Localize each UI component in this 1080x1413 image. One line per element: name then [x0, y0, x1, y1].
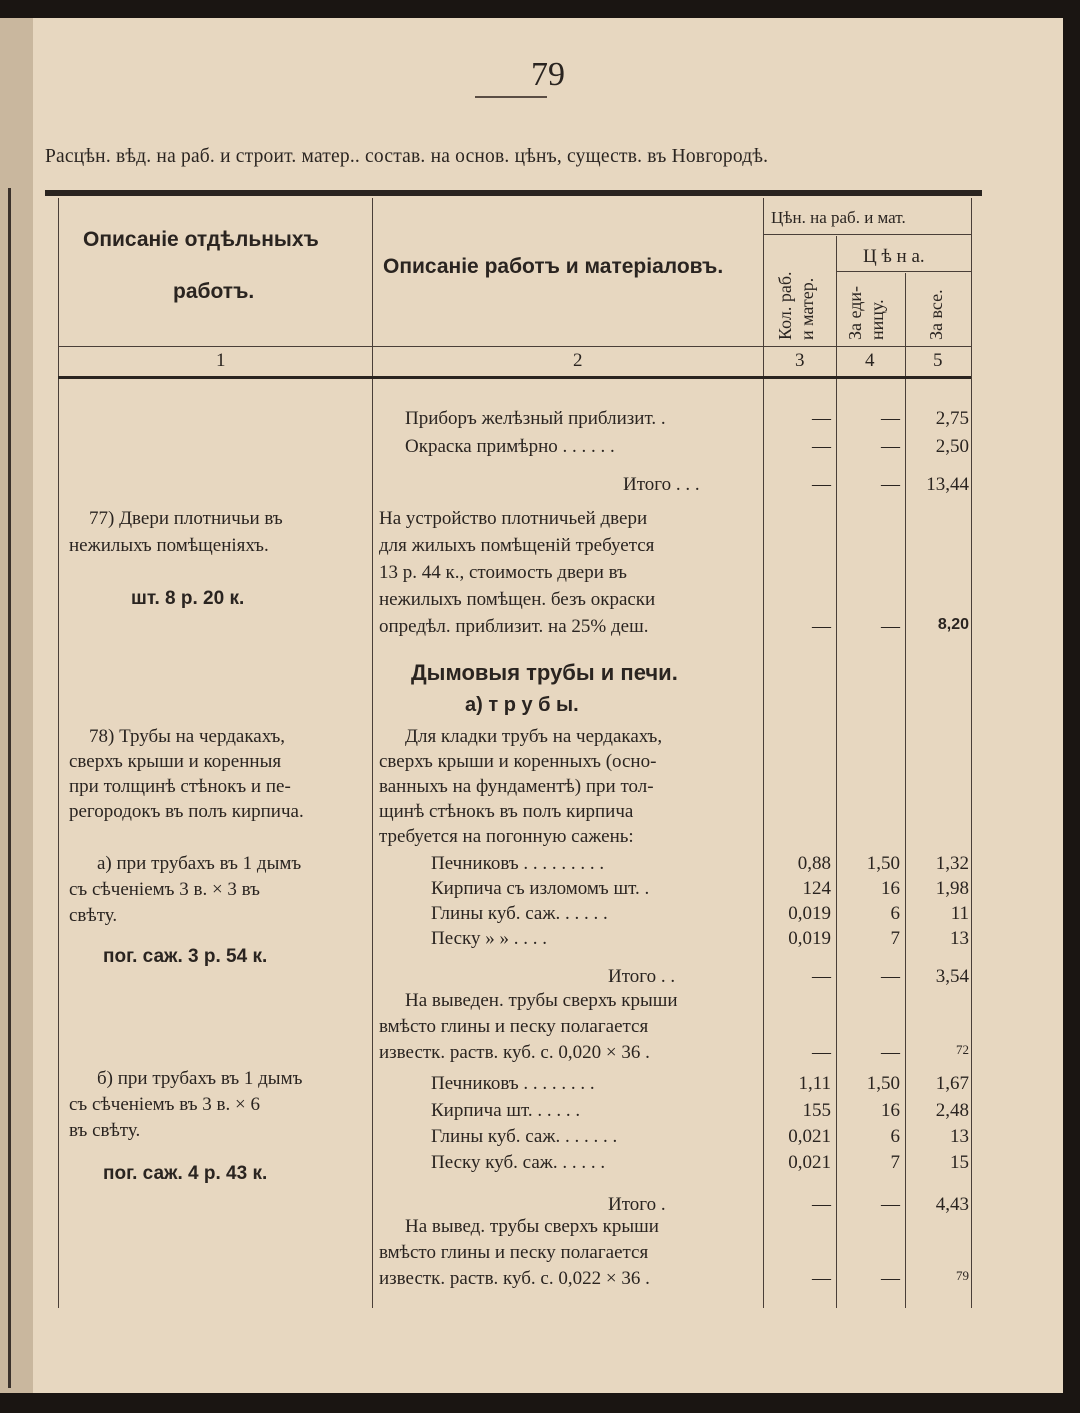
col-rule-1: [372, 198, 373, 1308]
note-78b-line: На вывед. трубы сверхъ крыши: [405, 1216, 659, 1237]
row-78b-stove-text: Печниковъ . . . . . . . .: [431, 1073, 595, 1094]
row-78a-brick-text: Кирпича съ изломомъ шт. .: [431, 878, 650, 899]
desc-78-line: сверхъ крыши и коренныхъ (осно-: [379, 751, 657, 772]
col-number-5: 5: [933, 350, 943, 371]
note-78b-line: известк. раств. куб. с. 0,022 × 36 .: [379, 1268, 650, 1289]
work-78b-line: въ свѣту.: [69, 1120, 141, 1141]
price-rule: [836, 271, 971, 272]
row-total-1-qty: —: [812, 474, 831, 495]
row-77-unit-price: —: [881, 616, 900, 637]
col3-header: Кол. раб.: [775, 271, 795, 340]
row-78b-sand-total: 15: [950, 1152, 969, 1173]
work-77-price: шт. 8 р. 20 к.: [131, 588, 245, 609]
note-78b-line: вмѣсто глины и песку полагается: [379, 1242, 649, 1263]
row-iron-text: Приборъ желѣзный приблизит. .: [405, 408, 666, 429]
row-78b-clay-text: Глины куб. саж. . . . . . .: [431, 1126, 618, 1147]
subsection-title: а) т р у б ы.: [465, 694, 579, 716]
row-78b-clay-unit-price: 6: [890, 1126, 900, 1147]
work-77-line2: нежилыхъ помѣщеніяхъ.: [69, 535, 269, 556]
row-78a-brick-unit-price: 16: [881, 878, 900, 899]
row-78a-clay-qty: 0,019: [788, 903, 831, 924]
section-title: Дымовыя трубы и печи.: [411, 660, 678, 685]
note-78b-total: 79: [956, 1268, 969, 1283]
desc-77-line: нежилыхъ помѣщен. безъ окраски: [379, 589, 656, 610]
row-paint-text: Окраска примѣрно . . . . . .: [405, 436, 615, 457]
work-78a-line: съ сѣченіемъ 3 в. × 3 въ: [69, 879, 260, 900]
row-78a-total-text: Итого . .: [608, 966, 676, 987]
row-iron-qty: —: [812, 408, 831, 429]
row-78a-brick-total: 1,98: [935, 878, 969, 899]
row-paint-unit-price: —: [881, 436, 900, 457]
group-rule: [763, 234, 971, 235]
col-rule-4: [905, 273, 906, 1308]
row-78a-total-total: 3,54: [935, 966, 969, 987]
desc-77-line: для жилыхъ помѣщеній требуется: [379, 535, 655, 556]
col1-header: Описаніе отдѣльныхъ: [83, 228, 319, 251]
work-78b-line: съ сѣченіемъ въ 3 в. × 6: [69, 1094, 260, 1115]
row-78a-total-unit-price: —: [881, 966, 900, 987]
work-78-line: 78) Трубы на чердакахъ,: [89, 726, 286, 747]
work-78a-line: свѣту.: [69, 905, 118, 926]
work-78b-line: б) при трубахъ въ 1 дымъ: [97, 1068, 303, 1089]
note-78b-qty: —: [812, 1268, 831, 1289]
row-78b-total-text: Итого .: [608, 1194, 666, 1215]
row-77-qty: —: [812, 616, 831, 637]
desc-78-line: щинѣ стѣнокъ въ полъ кирпича: [379, 801, 634, 822]
work-78a-price: пог. саж. 3 р. 54 к.: [103, 946, 268, 967]
note-78a-line: На выведен. трубы сверхъ крыши: [405, 990, 678, 1011]
row-78b-brick-unit-price: 16: [881, 1100, 900, 1121]
col2-header: Описаніе работъ и матеріаловъ.: [383, 255, 724, 278]
col3-header-2: и матер.: [797, 277, 817, 340]
row-78b-stove-total: 1,67: [935, 1073, 969, 1094]
desc-78-line: требуется на погонную сажень:: [379, 826, 634, 847]
col1-header-2: работъ.: [173, 280, 255, 303]
row-78b-total-unit-price: —: [881, 1194, 900, 1215]
row-78b-total-total: 4,43: [935, 1194, 969, 1215]
row-paint-total: 2,50: [935, 436, 969, 457]
note-78a-line: вмѣсто глины и песку полагается: [379, 1016, 649, 1037]
row-paint-qty: —: [812, 436, 831, 457]
note-78b-unit-price: —: [881, 1268, 900, 1289]
col-rule-3: [836, 236, 837, 1308]
row-78b-sand-qty: 0,021: [788, 1152, 831, 1173]
col-rule-2: [763, 198, 764, 1308]
work-78b-price: пог. саж. 4 р. 43 к.: [103, 1163, 268, 1184]
row-iron-unit-price: —: [881, 408, 900, 429]
row-iron-total: 2,75: [935, 408, 969, 429]
row-78a-brick-qty: 124: [802, 878, 831, 899]
work-77-line1: 77) Двери плотничьи въ: [89, 508, 283, 529]
row-78a-stove-unit-price: 1,50: [866, 853, 900, 874]
page: [33, 18, 1063, 1393]
row-78b-clay-total: 13: [950, 1126, 969, 1147]
row-78a-sand-total: 13: [950, 928, 969, 949]
col-number-4: 4: [865, 350, 875, 371]
desc-78-line: Для кладки трубъ на чердакахъ,: [405, 726, 663, 747]
note-78a-line: известк. раств. куб. с. 0,020 × 36 .: [379, 1042, 650, 1063]
desc-77-line: опредѣл. приблизит. на 25% деш.: [379, 616, 649, 637]
book-spine: [0, 18, 33, 1393]
row-total-1-total: 13,44: [926, 474, 969, 495]
row-78b-sand-unit-price: 7: [890, 1152, 900, 1173]
work-78-line: сверхъ крыши и коренныя: [69, 751, 282, 772]
row-78a-clay-total: 11: [950, 903, 969, 924]
col5-header: За все.: [926, 289, 946, 340]
row-78a-total-qty: —: [812, 966, 831, 987]
header-rule: [58, 346, 971, 347]
row-78b-clay-qty: 0,021: [788, 1126, 831, 1147]
row-78a-clay-text: Глины куб. саж. . . . . .: [431, 903, 608, 924]
row-78b-brick-total: 2,48: [935, 1100, 969, 1121]
group-header: Цѣн. на раб. и мат.: [771, 208, 906, 227]
work-78a-line: а) при трубахъ въ 1 дымъ: [97, 853, 302, 874]
row-78b-stove-unit-price: 1,50: [866, 1073, 900, 1094]
page-number: 79: [531, 56, 565, 93]
row-78b-brick-text: Кирпича шт. . . . . .: [431, 1100, 581, 1121]
col-number-2: 2: [573, 350, 583, 371]
numbers-rule: [58, 376, 971, 379]
price-header: Ц ѣ н а.: [863, 246, 925, 267]
desc-77-line: На устройство плотничьей двери: [379, 508, 648, 529]
row-78a-sand-text: Песку » » . . . .: [431, 928, 548, 949]
row-78a-stove-qty: 0,88: [797, 853, 831, 874]
note-78a-qty: —: [812, 1042, 831, 1063]
col4-header-2: ницу.: [867, 299, 887, 340]
row-78b-total-qty: —: [812, 1194, 831, 1215]
col-number-3: 3: [795, 350, 805, 371]
note-78a-unit-price: —: [881, 1042, 900, 1063]
row-78a-stove-total: 1,32: [935, 853, 969, 874]
work-78-line: регородокъ въ полъ кирпича.: [69, 801, 304, 822]
col4-header: За еди-: [845, 285, 865, 340]
row-77-total: 8,20: [937, 616, 969, 633]
row-78b-sand-text: Песку куб. саж. . . . . .: [431, 1152, 606, 1173]
row-78a-sand-unit-price: 7: [890, 928, 900, 949]
row-78a-stove-text: Печниковъ . . . . . . . . .: [431, 853, 605, 874]
row-total-1-unit-price: —: [881, 474, 900, 495]
row-78a-clay-unit-price: 6: [890, 903, 900, 924]
note-78a-total: 72: [956, 1042, 969, 1057]
spine-rule: [8, 188, 11, 1388]
row-78a-sand-qty: 0,019: [788, 928, 831, 949]
desc-77-line: 13 р. 44 к., стоимость двери въ: [379, 562, 627, 583]
running-header: Расцѣн. вѣд. на раб. и строит. матер.. состав. на основ. цѣнъ, существ. въ Новгородѣ.: [45, 146, 769, 167]
row-78b-brick-qty: 155: [802, 1100, 831, 1121]
col-number-1: 1: [216, 350, 226, 371]
work-78-line: при толщинѣ стѣнокъ и пе-: [69, 776, 291, 797]
row-78b-stove-qty: 1,11: [798, 1073, 831, 1094]
top-rule: [45, 190, 982, 196]
row-total-1-text: Итого . . .: [623, 474, 700, 495]
desc-78-line: ванныхъ на фундаментѣ) при тол-: [379, 776, 654, 797]
page-number-rule: [475, 96, 547, 98]
col-rule-right: [971, 198, 972, 1308]
col-rule-left: [58, 198, 59, 1308]
